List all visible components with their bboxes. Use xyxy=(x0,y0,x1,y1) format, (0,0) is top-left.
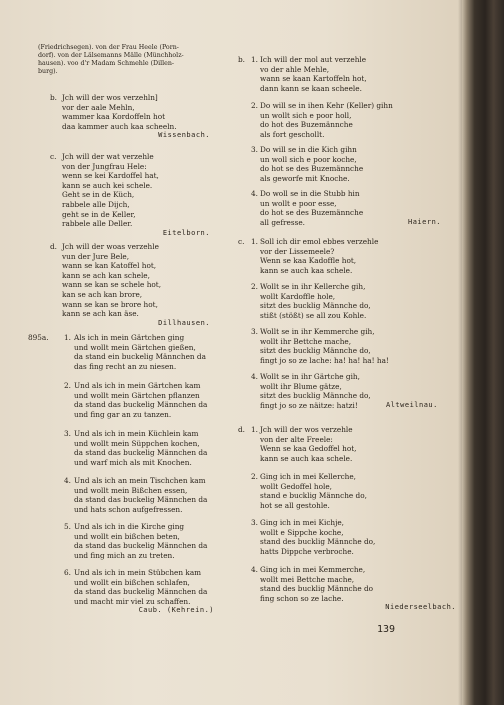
verse-line: rabbele alle Dijch, xyxy=(62,199,130,209)
right-c-stanza-1 xyxy=(260,237,378,275)
verse-line: da stand das buckelig Männchen da xyxy=(74,541,208,551)
verse-line: wammer kaa Kordoffeln hot xyxy=(62,112,166,122)
stanza-number: 4. xyxy=(251,565,258,574)
verse-line: do hot se des Buzemännche xyxy=(260,164,364,174)
verse-line: Jch will der wos verzehle xyxy=(260,425,353,434)
verse-line: als geworfe mit Knoche. xyxy=(260,173,350,183)
header-line: (Friedrichsegen). von der Frau Heele (Porn- xyxy=(38,44,179,51)
right-b-stanza-3 xyxy=(260,145,363,183)
verse-line: und wollt mein Süppchen kochen, xyxy=(74,438,200,448)
verse-line: stand des bucklig Männche do, xyxy=(260,537,376,547)
variant-label-d: d. xyxy=(50,242,57,251)
page-number: 139 xyxy=(377,624,396,635)
verse-line: wollt mei Bettche mache, xyxy=(260,574,355,584)
verse-line: vun der Jure Bele, xyxy=(62,251,130,261)
verse-line: das fing recht an zu niesen. xyxy=(74,361,177,371)
verse-line: rabbele alle Deller. xyxy=(62,219,133,229)
source-place: Niederseelbach. xyxy=(385,603,456,612)
header-line: hausen). voo d'r Madam Schmehle (Dillen- xyxy=(38,60,175,67)
verse-line: da stand das buckelig Männchen da xyxy=(74,495,208,505)
verse-line: da stand das buckelig Männchen da xyxy=(74,587,208,597)
right-d-stanza-3 xyxy=(260,518,375,556)
verse-line: und macht mir viel zu schaffen. xyxy=(74,596,191,606)
variant-label-c: c. xyxy=(238,237,245,246)
verse-line: Wollt se in ihr Kemmerche gih, xyxy=(260,327,375,336)
verse-line: kann se auch kei schele. xyxy=(62,180,153,190)
stanza-number: 4. xyxy=(64,476,71,485)
verse-line: do hot se des Buzemännche xyxy=(260,208,364,218)
stanza-number: 1. xyxy=(64,333,71,342)
right-c-stanza-3 xyxy=(260,327,389,365)
verse-line: stand e bucklig Männche do, xyxy=(260,491,367,501)
verse-line: sitzt des bucklig Männche do, xyxy=(260,346,371,356)
source-place: Caub. (Kehrein.) xyxy=(138,606,214,615)
right-b-stanza-2 xyxy=(260,101,393,139)
verse-line: Wollt se in ihr Gärtche gih, xyxy=(260,372,360,381)
verse-line: da stand das buckelig Männchen da xyxy=(74,400,208,410)
verse-line: wollt Gedoffel hole, xyxy=(260,481,332,491)
verse-line: kann se ach kan äse. xyxy=(62,309,139,319)
verse-line: Wollt se in ihr Kellerche gih, xyxy=(260,282,366,291)
stanza-2 xyxy=(74,381,207,419)
verse-line: Ging ich in mei Kellerche, xyxy=(260,472,357,481)
verse-line: Wenn se kaa Gedoffel hot, xyxy=(260,444,357,454)
verse-line: von der alte Freele: xyxy=(260,434,333,444)
stanza-number: 2. xyxy=(64,381,71,390)
source-place: Altweilnau. xyxy=(386,401,438,409)
right-b-stanza-1 xyxy=(260,55,367,93)
verse-line: Und als ich in mein Stübchen kam xyxy=(74,568,202,577)
verse-line: Als ich in mein Gärtchen ging xyxy=(74,333,185,342)
verse-line: von der Jungfrau Hele: xyxy=(62,161,147,171)
verse-line: hot se all gestohle. xyxy=(260,500,330,510)
right-d-stanza-4 xyxy=(260,565,456,613)
stanza-number: 2. xyxy=(251,282,258,291)
verse-line: stand des bucklig Männche do xyxy=(260,584,374,594)
verse-line: fing schon so ze lache. xyxy=(260,593,344,603)
stanza-number: 3. xyxy=(64,429,71,438)
source-place: Dillhausen. xyxy=(158,318,210,327)
verse-line: vor der aale Mehln, xyxy=(62,102,135,112)
verse-line: Do will se in die Kich gihn xyxy=(260,145,357,154)
verse-line: und wollt mein Bißchen essen, xyxy=(74,485,188,495)
book-spine xyxy=(462,0,504,705)
verse-line: vo der ahle Mehle, xyxy=(260,64,330,74)
verse-line: Und als ich in mein Küchlein kam xyxy=(74,429,199,438)
source-place: Haiern. xyxy=(408,218,442,226)
verse-line: kan se ach kan brore, xyxy=(62,289,143,299)
verse-b xyxy=(62,93,210,141)
verse-line: dann kann se kaan scheele. xyxy=(260,83,362,93)
verse-line: hatts Dippche verbroche. xyxy=(260,546,354,556)
stanza-6 xyxy=(74,568,214,616)
verse-line: Do woll se in die Stubb hin xyxy=(260,189,360,198)
source-place: Eitelborn. xyxy=(162,228,210,237)
verse-line: Do will se in ihen Kehr (Keller) gihn xyxy=(260,101,393,110)
verse-line: wollt ihr Blume gätze, xyxy=(260,381,342,391)
verse-line: kann se ach kan schele, xyxy=(62,270,150,280)
verse-line: Ich will der mol aut verzehle xyxy=(260,55,367,64)
stanza-number: 2. xyxy=(251,472,258,481)
verse-line: geht se in de Keller, xyxy=(62,209,136,219)
header-line: burg). xyxy=(38,68,58,75)
verse-line: all gefresse. xyxy=(260,217,305,227)
verse-line: und wollt mein Gärtchen gießen, xyxy=(74,342,196,352)
variant-label-b: b. xyxy=(238,55,245,64)
stanza-3 xyxy=(74,429,207,467)
stanza-number: 6. xyxy=(64,568,71,577)
stanza-5 xyxy=(74,522,207,560)
verse-line: Jch will der woas verzehle xyxy=(62,242,159,251)
verse-line: Jch will der wos verzehln] xyxy=(62,93,158,102)
right-d-stanza-1 xyxy=(260,425,356,463)
verse-line: wann se kaan Kartoffeln hot, xyxy=(260,74,367,84)
verse-line: stißt (stößt) se all zou Kohle. xyxy=(260,310,367,320)
verse-line: wenn se kei Kardoffel hat, xyxy=(62,171,159,181)
verse-line: un wollt e poor esse, xyxy=(260,198,337,208)
verse-line: da stand das buckelig Männchen da xyxy=(74,448,208,458)
verse-line: sitzt des bucklig Männche do, xyxy=(260,301,371,311)
stanza-4 xyxy=(74,476,207,514)
stanza-number: 3. xyxy=(251,145,258,154)
variant-label-d: d. xyxy=(238,425,245,434)
verse-line: Und als ich in die Kirche ging xyxy=(74,522,185,531)
verse-line: wollt Kardoffle hole, xyxy=(260,291,336,301)
verse-line: fingt jo so ze lache: ha! ha! ha! ha! xyxy=(260,355,389,365)
verse-line: und warf mich als mit Knochen. xyxy=(74,457,192,467)
verse-line: und hats schon aufgefressen. xyxy=(74,504,183,514)
stanza-1 xyxy=(74,333,206,371)
verse-line: Wenn se kaa Kadoffle hot, xyxy=(260,256,357,266)
verse-line: vor der Lissemeele? xyxy=(260,246,335,256)
verse-line: un woll sich e poor koche, xyxy=(260,154,357,164)
verse-line: und fing mich an zu treten. xyxy=(74,550,175,560)
variant-label-c: c. xyxy=(50,152,57,161)
verse-line: do hot des Buzemännche xyxy=(260,120,353,130)
verse-line: und wollt ein bißchen beten, xyxy=(74,531,180,541)
verse-line: wann se kan se brore hot, xyxy=(62,299,158,309)
verse-line: kann se auch kaa schele. xyxy=(260,265,353,275)
verse-line: daa kammer auch kaa scheeln. xyxy=(62,121,177,131)
stanza-number: 3. xyxy=(251,518,258,527)
verse-line: und wollt ein bißchen schlafen, xyxy=(74,577,190,587)
verse-line: und fing gar an zu tanzen. xyxy=(74,409,172,419)
verse-line: Ging ich in mei Kemmerche, xyxy=(260,565,366,574)
verse-line: Ging ich in mei Kichje, xyxy=(260,518,345,527)
song-number-895a: 895a. xyxy=(28,333,49,342)
stanza-number: 3. xyxy=(251,327,258,336)
verse-line: als fort geschollt. xyxy=(260,129,325,139)
verse-line: Soll ich dir emol ebbes verzehle xyxy=(260,237,379,246)
verse-line: Geht se in de Küch, xyxy=(62,190,135,200)
verse-d xyxy=(62,242,210,328)
stanza-number: 1. xyxy=(251,237,258,246)
stanza-number: 4. xyxy=(251,189,258,198)
verse-line: sitzt des bucklig Männche do, xyxy=(260,391,371,401)
verse-line: un wollt sich e poor holl, xyxy=(260,110,352,120)
verse-line: Jch will der wat verzehle xyxy=(62,152,154,161)
stanza-number: 1. xyxy=(251,425,258,434)
header-line: dorf). von der Lälsemanns Mälle (Münchholz- xyxy=(38,52,184,59)
verse-line: kann se auch kaa schele. xyxy=(260,453,353,463)
source-place: Wissenbach. xyxy=(158,131,210,140)
stanza-number: 1. xyxy=(251,55,258,64)
verse-line: wann se kan Katoffel hot, xyxy=(62,261,157,271)
verse-line: und wollt mein Gärtchen pflanzen xyxy=(74,390,200,400)
stanza-number: 5. xyxy=(64,522,71,531)
verse-line: Und als ich in mein Gärtchen kam xyxy=(74,381,201,390)
stanza-number: 4. xyxy=(251,372,258,381)
right-c-stanza-2 xyxy=(260,282,371,320)
right-d-stanza-2 xyxy=(260,472,367,510)
verse-line: da stand ein buckelig Männchen da xyxy=(74,352,206,362)
stanza-number: 2. xyxy=(251,101,258,110)
header-note xyxy=(38,44,184,76)
verse-line: wollt ihr Bettche mache, xyxy=(260,336,352,346)
verse-line: wollt e Sippche koche, xyxy=(260,527,344,537)
verse-c xyxy=(62,152,210,238)
verse-line: wann se kan se schele hot, xyxy=(62,280,162,290)
variant-label-b: b. xyxy=(50,93,57,102)
verse-line: Und als ich an mein Tischchen kam xyxy=(74,476,206,485)
verse-line: fingt jo so ze näitze: hatzi! xyxy=(260,400,358,410)
